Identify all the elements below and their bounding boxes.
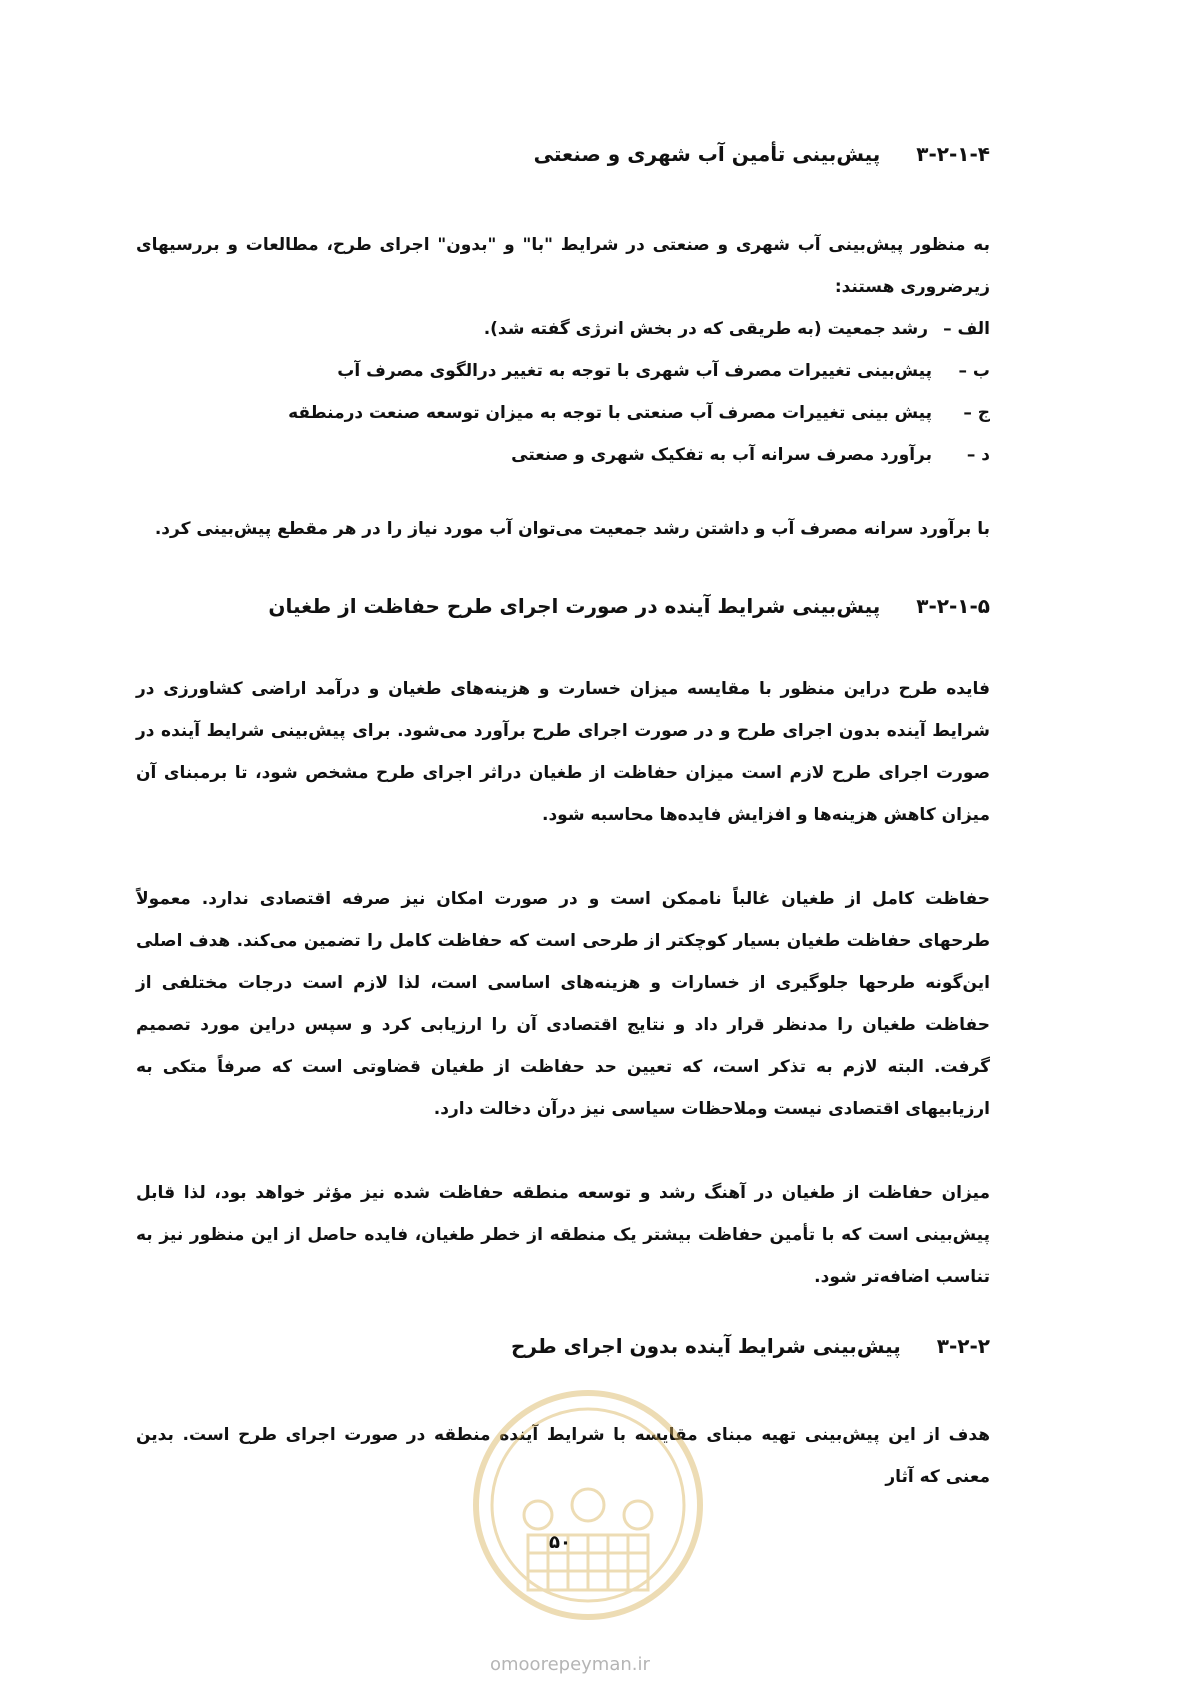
- list-item-marker: الف –: [943, 319, 990, 339]
- section-closing-paragraph: با برآورد سرانه مصرف آب و داشتن رشد جمعیت می‌توان آب مورد نیاز را در هر مقطع پیش‌بینی کرد.: [154, 519, 990, 539]
- list-item-text: پیش بینی تغییرات مصرف آب صنعتی با توجه به میزان توسعه صنعت درمنطقه: [288, 403, 932, 423]
- list-item-marker: د –: [966, 445, 990, 465]
- watermark-url: omoorepeyman.ir: [490, 1654, 650, 1675]
- section-intro-paragraph: به منظور پیش‌بینی آب شهری و صنعتی در شرایط "با" و "بدون" اجرای طرح، مطالعات و بررسیهای زیرضروری هستند:: [136, 235, 990, 297]
- list-item-marker: ج –: [963, 403, 990, 423]
- document-body: [136, 142, 990, 1498]
- list-item-text: پیش‌بینی تغییرات مصرف آب شهری با توجه به تغییر درالگوی مصرف آب: [337, 361, 932, 381]
- section-heading-1-2-1-5: [136, 594, 990, 618]
- list-item: [136, 350, 990, 392]
- section-number: ۳-۲-۲: [936, 1334, 990, 1358]
- list-item-marker: ب –: [958, 361, 990, 381]
- requirements-list: [136, 308, 990, 476]
- section-number: ۳-۲-۱-۴: [916, 142, 990, 166]
- list-item: [136, 308, 990, 350]
- list-item-text: رشد جمعیت (به طریقی که در بخش انرژی گفته شد).: [483, 319, 928, 339]
- section-number: ۳-۲-۱-۵: [916, 594, 990, 618]
- list-item: [136, 434, 990, 476]
- body-paragraph: میزان حفاظت از طغیان در آهنگ رشد و توسعه منطقه حفاظت شده نیز مؤثر خواهد بود، لذا قابل پیش‌بینی است که با تأمین حفاظت بیشتر یک منطقه از خطر طغیان، فایده حاصل از این منظور نیز به تناسب اضافه‌تر شود.: [136, 1183, 990, 1287]
- section-title: پیش‌بینی شرایط آینده بدون اجرای طرح: [511, 1334, 901, 1358]
- section-title: پیش‌بینی شرایط آینده در صورت اجرای طرح حفاظت از طغیان: [268, 594, 881, 618]
- watermark-seal-icon: [468, 1385, 708, 1625]
- section-heading-1-2-1-4: [136, 142, 990, 166]
- body-paragraph: هدف از این پیش‌بینی تهیه مبنای مقایسه با شرایط آینده منطقه در صورت اجرای طرح است. بدین معنی که آثار: [136, 1425, 990, 1487]
- list-item: [136, 392, 990, 434]
- list-item-text: برآورد مصرف سرانه آب به تفکیک شهری و صنعتی: [511, 445, 932, 465]
- section-heading-1-2-2: [136, 1334, 990, 1358]
- section-title: پیش‌بینی تأمین آب شهری و صنعتی: [533, 142, 881, 166]
- page-number: ۵۰: [549, 1532, 571, 1553]
- body-paragraph: فایده طرح دراین منظور با مقایسه میزان خسارت و هزینه‌های طغیان و درآمد اراضی کشاورزی در شرایط آینده بدون اجرای طرح و در صورت اجرای طرح برآورد می‌شود. برای پیش‌بینی شرایط آینده در صورت اجرای طرح لازم است میزان حفاظت از طغیان دراثر اجرای طرح مشخص شود، تا برمبنای آن میزان کاهش هزینه‌ها و افزایش فایده‌ها محاسبه شود.: [136, 679, 990, 825]
- body-paragraph: حفاظت کامل از طغیان غالباً ناممکن است و در صورت امکان نیز صرفه اقتصادی ندارد. معمولاً طرحهای حفاظت طغیان بسیار کوچکتر از طرحی است که حفاظت کامل را تضمین می‌کند. هدف اصلی این‌گونه طرحها جلوگیری از خسارات و هزینه‌های اساسی است، لذا لازم است درجات مختلفی از حفاظت طغیان را مدنظر قرار داد و نتایج اقتصادی آن را ارزیابی کرد و سپس دراین مورد تصمیم گرفت. البته لازم به تذکر است، که تعیین حد حفاظت از طغیان قضاوتی است که صرفاً متکی به ارزیابیهای اقتصادی نیست وملاحظات سیاسی نیز درآن دخالت دارد.: [136, 889, 990, 1119]
